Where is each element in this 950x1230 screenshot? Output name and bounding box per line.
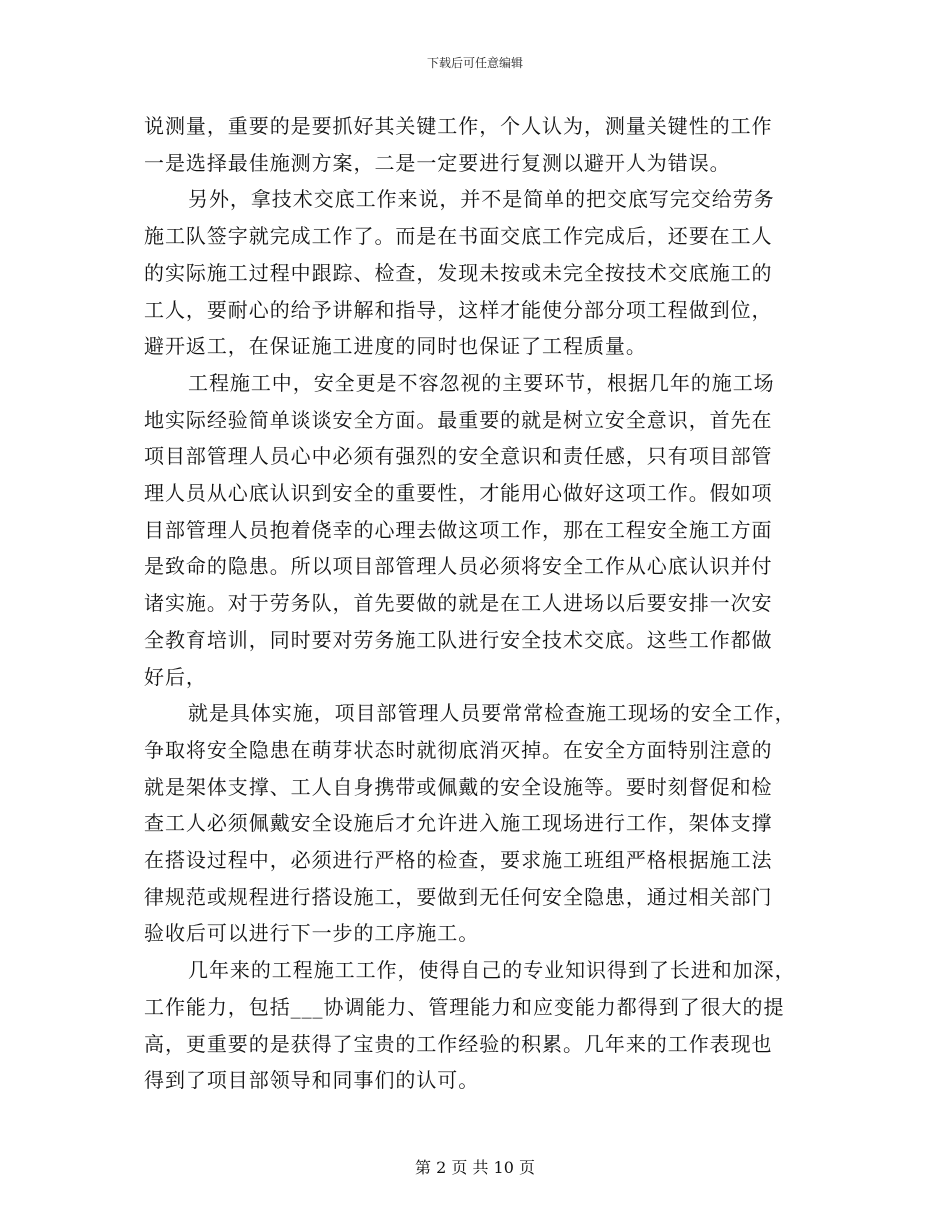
paragraph [144,365,806,695]
text-line: 地实际经验简单谈谈安全方面。最重要的就是树立安全意识，首先在 [144,407,773,432]
text-line: 施工队签字就完成工作了。而是在书面交底工作完成后，还要在工人 [144,224,773,249]
text-line: 项目部管理人员心中必须有强烈的安全意识和责任感，只有项目部管 [144,444,773,469]
text-line: 就是架体支撑、工人自身携带或佩戴的安全设施等。要时刻督促和检 [144,774,773,799]
text-line: 理人员从心底认识到安全的重要性，才能用心做好这项工作。假如项 [144,481,773,506]
text-line: 几年来的工程施工工作，使得自己的专业知识得到了长进和加深， [188,958,796,983]
page-header: 下载后可任意编辑 [426,56,523,70]
page-footer: 第 2 页 共 10 页 [415,1158,535,1177]
paragraph [144,952,806,1099]
text-line: 验收后可以进行下一步的工序施工。 [144,921,480,946]
text-line: 就是具体实施，项目部管理人员要常常检查施工现场的安全工作， [188,701,796,726]
text-line: 另外，拿技术交底工作来说，并不是简单的把交底写完交给劳务 [188,187,775,212]
text-line: 工程施工中，安全更是不容忽视的主要环节，根据几年的施工场 [188,370,775,395]
text-line: 争取将安全隐患在萌芽状态时就彻底消灭掉。在安全方面特别注意的 [144,737,773,762]
paragraph [144,695,806,952]
text-line: 律规范或规程进行搭设施工，要做到无任何安全隐患，通过相关部门 [144,884,773,909]
paragraph [144,108,806,181]
text-line: 的实际施工过程中跟踪、检查，发现未按或未完全按技术交底施工的 [144,260,773,285]
text-line: 避开返工，在保证施工进度的同时也保证了工程质量。 [144,334,647,359]
text-line: 工人，要耐心的给予讲解和指导，这样才能使分部分项工程做到位， [144,297,773,322]
paragraph [144,181,806,365]
text-line: 工作能力，包括___协调能力、管理能力和应变能力都得到了很大的提 [144,994,785,1019]
text-line: 一是选择最佳施测方案，二是一定要进行复测以避开人为错误。 [144,150,731,175]
text-line: 说测量，重要的是要抓好其关键工作，个人认为，测量关键性的工作 [144,114,773,138]
text-line: 诸实施。对于劳务队，首先要做的就是在工人进场以后要安排一次安 [144,591,773,616]
text-line: 目部管理人员抱着侥幸的心理去做这项工作，那在工程安全施工方面 [144,517,773,542]
text-line: 查工人必须佩戴安全设施后才允许进入施工现场进行工作，架体支撑 [144,811,773,836]
text-line: 得到了项目部领导和同事们的认可。 [144,1068,480,1093]
text-line: 是致命的隐患。所以项目部管理人员必须将安全工作从心底认识并付 [144,554,773,579]
text-line: 在搭设过程中，必须进行严格的检查，要求施工班组严格根据施工法 [144,848,773,873]
document-body [144,108,806,1099]
text-line: 全教育培训，同时要对劳务施工队进行安全技术交底。这些工作都做 [144,627,773,652]
text-line: 好后， [144,664,207,689]
text-line: 高，更重要的是获得了宝贵的工作经验的积累。几年来的工作表现也 [144,1031,773,1056]
